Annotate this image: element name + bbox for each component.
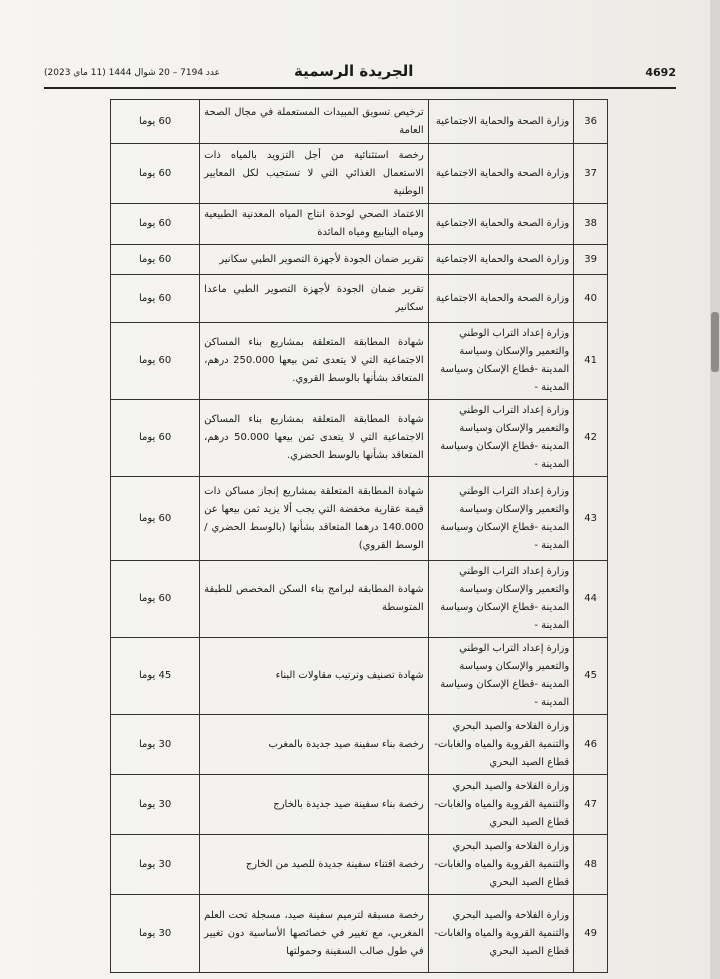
table-row [111, 245, 608, 275]
table-row [111, 204, 608, 245]
row-number: 36 [574, 100, 608, 144]
row-number: 48 [574, 835, 608, 895]
agency-cell: وزارة الفلاحة والصيد البحري والتنمية القروية والمياه والغابات- قطاع الصيد البحري [428, 895, 574, 973]
table-row [111, 323, 608, 400]
delay-cell: 60 يوما [111, 477, 200, 561]
service-cell: رخصة استثنائية من أجل التزويد بالمياه ذات الاستعمال الغذائي التي لا تستجيب لكل المعايير الوطنية [200, 144, 429, 204]
agency-cell: وزارة إعداد التراب الوطني والتعمير والإسكان وسياسة المدينة -قطاع الإسكان وسياسة المدينة - [428, 323, 574, 400]
service-cell: شهادة تصنيف وترتيب مقاولات البناء [200, 638, 429, 715]
service-cell: رخصة مسبقة لترميم سفينة صيد، مسجلة تحت العلم المغربي، مع تغيير في خصائصها الأساسية دون تغيير في طول صالب السفينة وحمولتها [200, 895, 429, 973]
service-cell: شهادة المطابقة المتعلقة بمشاريع بناء المساكن الاجتماعية التي لا يتعدى ثمن بيعها 50.000 درهم، المتعاقد بشأنها بالوسط الحضري. [200, 400, 429, 477]
row-number: 39 [574, 245, 608, 275]
delay-cell: 60 يوما [111, 245, 200, 275]
table-row [111, 400, 608, 477]
agency-cell: وزارة إعداد التراب الوطني والتعمير والإسكان وسياسة المدينة -قطاع الإسكان وسياسة المدينة - [428, 477, 574, 561]
row-number: 42 [574, 400, 608, 477]
row-number: 40 [574, 275, 608, 323]
row-number: 49 [574, 895, 608, 973]
agency-cell: وزارة الفلاحة والصيد البحري والتنمية القروية والمياه والغابات- قطاع الصيد البحري [428, 715, 574, 775]
delay-cell: 60 يوما [111, 400, 200, 477]
row-number: 43 [574, 477, 608, 561]
service-cell: ترخيص تسويق المبيدات المستعملة في مجال الصحة العامة [200, 100, 429, 144]
service-cell: تقرير ضمان الجودة لأجهزة التصوير الطبي ماعدا سكانير [200, 275, 429, 323]
service-cell: شهادة المطابقة لبرامج بناء السكن المخصص للطبقة المتوسطة [200, 561, 429, 638]
row-number: 41 [574, 323, 608, 400]
table-row [111, 100, 608, 144]
procedures-table [110, 99, 608, 973]
agency-cell: وزارة الفلاحة والصيد البحري والتنمية القروية والمياه والغابات- قطاع الصيد البحري [428, 775, 574, 835]
delay-cell: 60 يوما [111, 144, 200, 204]
delay-cell: 30 يوما [111, 895, 200, 973]
service-cell: الاعتماد الصحي لوحدة انتاج المياه المعدنية الطبيعية ومياه الينابيع ومياه المائدة [200, 204, 429, 245]
page-number: 4692 [645, 66, 676, 79]
table-row [111, 561, 608, 638]
agency-cell: وزارة الصحة والحماية الاجتماعية [428, 144, 574, 204]
delay-cell: 60 يوما [111, 100, 200, 144]
table-row [111, 477, 608, 561]
table-row [111, 835, 608, 895]
agency-cell: وزارة الصحة والحماية الاجتماعية [428, 100, 574, 144]
delay-cell: 45 يوما [111, 638, 200, 715]
delay-cell: 60 يوما [111, 204, 200, 245]
issue-info: عدد 7194 – 20 شوال 1444 (11 ماي 2023) [44, 68, 221, 78]
delay-cell: 60 يوما [111, 275, 200, 323]
delay-cell: 30 يوما [111, 775, 200, 835]
agency-cell: وزارة الصحة والحماية الاجتماعية [428, 275, 574, 323]
service-cell: شهادة المطابقة المتعلقة بمشاريع بناء المساكن الاجتماعية التي لا يتعدى ثمن بيعها 250.000 درهم، المتعاقد بشأنها بالوسط القروي. [200, 323, 429, 400]
row-number: 37 [574, 144, 608, 204]
service-cell: تقرير ضمان الجودة لأجهزة التصوير الطبي سكانير [200, 245, 429, 275]
page-header [44, 62, 676, 86]
table-row [111, 775, 608, 835]
service-cell: رخصة بناء سفينة صيد جديدة بالمغرب [200, 715, 429, 775]
agency-cell: وزارة الصحة والحماية الاجتماعية [428, 245, 574, 275]
table-row [111, 275, 608, 323]
delay-cell: 30 يوما [111, 715, 200, 775]
delay-cell: 60 يوما [111, 323, 200, 400]
delay-cell: 30 يوما [111, 835, 200, 895]
row-number: 47 [574, 775, 608, 835]
header-rule [44, 87, 676, 89]
agency-cell: وزارة الفلاحة والصيد البحري والتنمية القروية والمياه والغابات- قطاع الصيد البحري [428, 835, 574, 895]
table-row [111, 895, 608, 973]
agency-cell: وزارة الصحة والحماية الاجتماعية [428, 204, 574, 245]
service-cell: رخصة اقتناء سفينة جديدة للصيد من الخارج [200, 835, 429, 895]
agency-cell: وزارة إعداد التراب الوطني والتعمير والإسكان وسياسة المدينة -قطاع الإسكان وسياسة المدينة - [428, 638, 574, 715]
table-row [111, 715, 608, 775]
table-row [111, 638, 608, 715]
agency-cell: وزارة إعداد التراب الوطني والتعمير والإسكان وسياسة المدينة -قطاع الإسكان وسياسة المدينة - [428, 400, 574, 477]
scrollbar[interactable] [710, 0, 720, 979]
row-number: 46 [574, 715, 608, 775]
scrollbar-thumb[interactable] [711, 312, 719, 372]
row-number: 45 [574, 638, 608, 715]
agency-cell: وزارة إعداد التراب الوطني والتعمير والإسكان وسياسة المدينة -قطاع الإسكان وسياسة المدينة - [428, 561, 574, 638]
row-number: 44 [574, 561, 608, 638]
delay-cell: 60 يوما [111, 561, 200, 638]
service-cell: رخصة بناء سفينة صيد جديدة بالخارج [200, 775, 429, 835]
row-number: 38 [574, 204, 608, 245]
table-row [111, 144, 608, 204]
journal-title: الجريدة الرسمية [294, 62, 414, 80]
service-cell: شهادة المطابقة المتعلقة بمشاريع إنجاز مساكن ذات قيمة عقارية مخفضة التي يجب ألا يزيد ثمن بيعها عن 140.000 درهما المتعاقد بشأنها (بالوسط الحضري /الوسط القروي) [200, 477, 429, 561]
